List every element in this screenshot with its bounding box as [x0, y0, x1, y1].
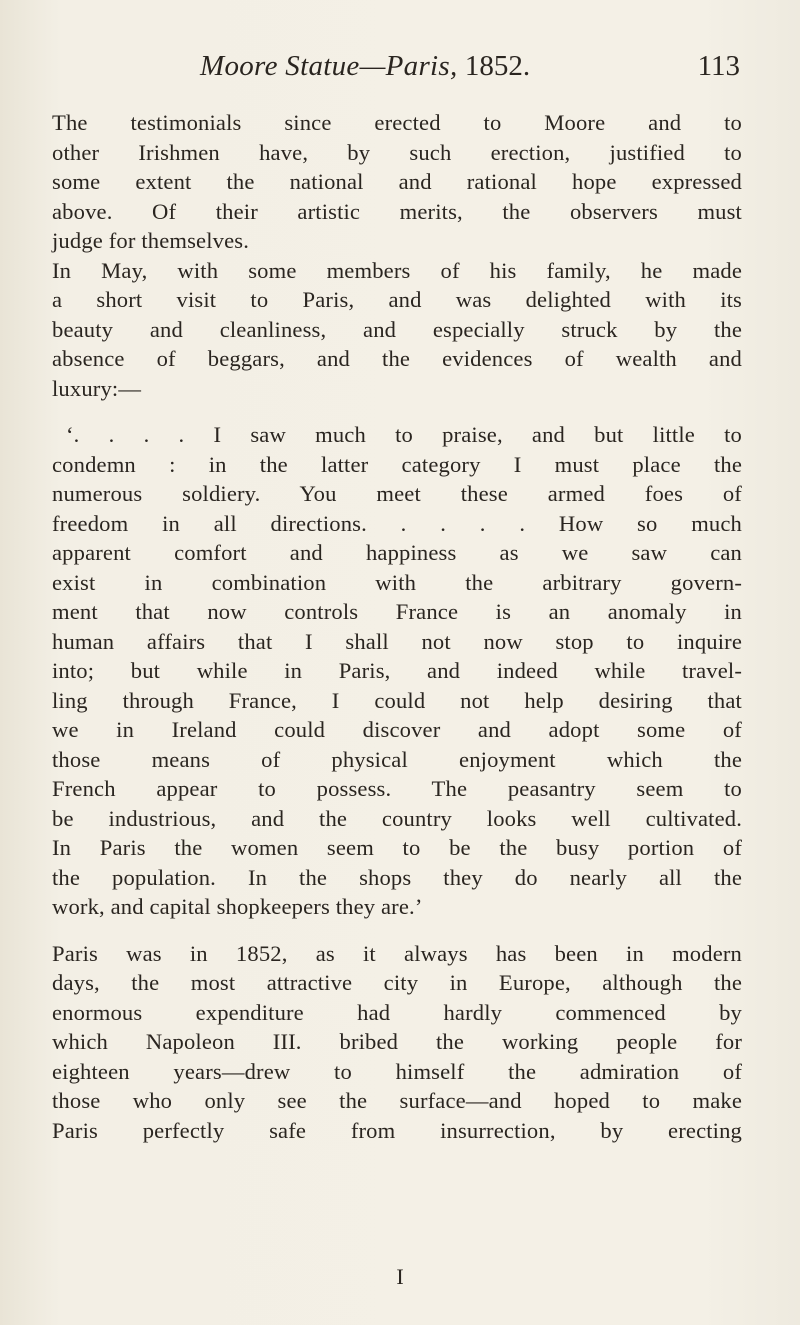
text-line: human affairs that I shall not now stop to inquire	[52, 628, 742, 654]
text-line: exist in combination with the arbitrary govern-	[52, 569, 742, 595]
spacer	[52, 922, 742, 939]
text-line: French appear to possess. The peasantry seem to	[52, 776, 742, 801]
text-line: ment that now controls France is an anomaly in	[52, 599, 742, 624]
running-head-title: Moore Statue—Paris,	[200, 50, 458, 82]
text-line: Paris perfectly safe from insurrection, by erecting	[52, 1117, 742, 1143]
signature-mark: I	[396, 1264, 404, 1289]
text-line: other Irishmen have, by such erection, justified to	[52, 139, 742, 165]
text-line: ‘. . . . I saw much to praise, and but little to	[66, 422, 742, 447]
text-line: judge for themselves.	[52, 228, 250, 253]
text-line: we in Ireland could discover and adopt some of	[52, 717, 742, 742]
text-line: enormous expenditure had hardly commenced by	[52, 999, 742, 1025]
text-line: which Napoleon III. bribed the working people for	[52, 1029, 742, 1054]
spacer	[52, 403, 742, 420]
text-line: apparent comfort and happiness as we saw can	[52, 540, 742, 565]
text-line: a short visit to Paris, and was delighted with its	[52, 287, 742, 312]
page-number: 113	[697, 50, 740, 82]
text-line: In Paris the women seem to be the busy portion of	[52, 835, 742, 860]
text-line: be industrious, and the country looks well cultivated.	[52, 805, 742, 831]
text-line: above. Of their artistic merits, the observers must	[52, 198, 742, 224]
text-line: luxury:—	[52, 375, 142, 401]
text-line: beauty and cleanliness, and especially struck by the	[52, 316, 742, 342]
text-line: eighteen years—drew to himself the admiration of	[52, 1058, 742, 1084]
text-line: ling through France, I could not help desiring that	[52, 687, 742, 713]
running-head	[200, 46, 740, 86]
text-line: work, and capital shopkeepers they are.’	[52, 894, 423, 919]
text-line: those means of physical enjoyment which the	[52, 746, 742, 772]
paragraph-testimonials	[52, 108, 742, 256]
text-line: the population. In the shops they do nearly all the	[52, 864, 742, 890]
text-line: condemn : in the latter category I must place the	[52, 451, 742, 477]
text-line: those who only see the surface—and hoped to make	[52, 1088, 742, 1113]
paragraph-paris-1852	[52, 939, 742, 1146]
body-text	[52, 108, 742, 1145]
running-head-year: 1852.	[457, 50, 531, 82]
text-line: absence of beggars, and the evidences of wealth and	[52, 346, 742, 371]
block-quote	[52, 420, 742, 922]
text-line: days, the most attractive city in Europe, although the	[52, 970, 742, 995]
paragraph-visit-paris	[52, 256, 742, 404]
text-line: freedom in all directions. . . . . How so much	[52, 510, 742, 536]
text-line: Paris was in 1852, as it always has been in modern	[52, 940, 742, 966]
text-line: numerous soldiery. You meet these armed foes of	[52, 481, 742, 506]
text-line: some extent the national and rational hope expressed	[52, 169, 742, 194]
text-line: In May, with some members of his family, he made	[52, 257, 742, 283]
text-line: into; but while in Paris, and indeed while travel-	[52, 658, 742, 683]
text-line: The testimonials since erected to Moore and to	[52, 110, 742, 135]
